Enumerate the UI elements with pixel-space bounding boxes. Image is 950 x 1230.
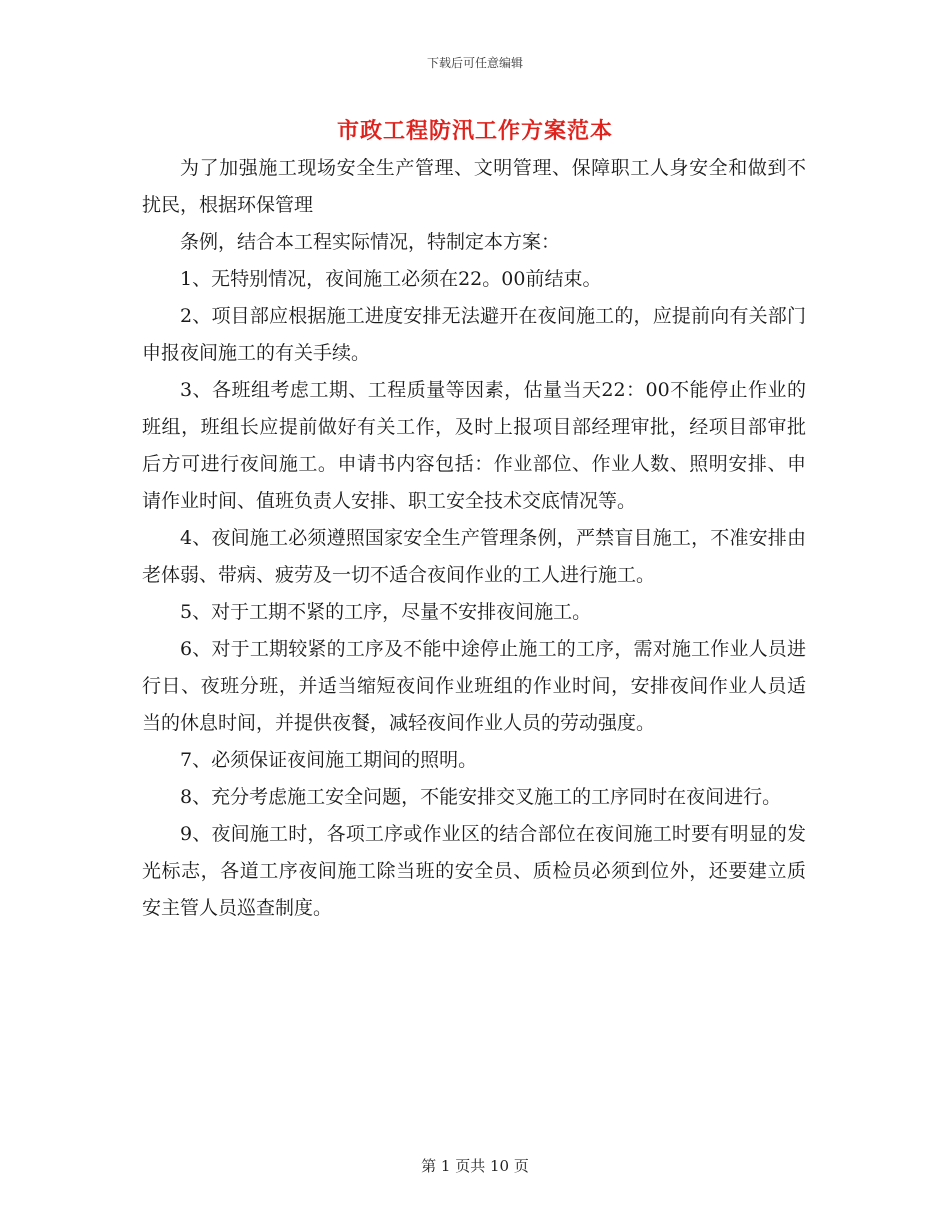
paragraph-item-3: 3、各班组考虑工期、工程质量等因素，估量当天22：00不能停止作业的班组，班组长应提前做好有关工作，及时上报项目部经理审批，经项目部审批后方可进行夜间施工。申请书内容包括：作业部位、作业人数、照明安排、申请作业时间、值班负责人安排、职工安全技术交底情况等。 [142, 379, 806, 512]
paragraph-item-2: 2、项目部应根据施工进度安排无法避开在夜间施工的，应提前向有关部门申报夜间施工的有关手续。 [142, 305, 806, 364]
paragraph-item-9: 9、夜间施工时，各项工序或作业区的结合部位在夜间施工时要有明显的发光标志，各道工序夜间施工除当班的安全员、质检员必须到位外，还要建立质安主管人员巡查制度。 [142, 823, 806, 919]
paragraph-item-1: 1、无特别情况，夜间施工必须在22。00前结束。 [180, 268, 602, 290]
paragraph-item-7: 7、必须保证夜间施工期间的照明。 [180, 749, 478, 771]
document-title: 市政工程防汛工作方案范本 [336, 118, 613, 144]
paragraph-item-4: 4、夜间施工必须遵照国家安全生产管理条例，严禁盲目施工，不准安排由老体弱、带病、疲劳及一切不适合夜间作业的工人进行施工。 [142, 527, 806, 586]
page-header-note: 下载后可任意编辑 [426, 56, 523, 70]
page-footer-indicator: 第 1 页共 10 页 [421, 1157, 529, 1175]
paragraph-item-5: 5、对于工期不紧的工序，尽量不安排夜间施工。 [180, 601, 592, 623]
document-body [142, 150, 806, 927]
paragraph-intro-continued: 条例，结合本工程实际情况，特制定本方案： [180, 231, 561, 253]
paragraph-item-8: 8、充分考虑施工安全问题，不能安排交叉施工的工序同时在夜间进行。 [180, 786, 782, 808]
paragraph-item-6: 6、对于工期较紧的工序及不能中途停止施工的工序，需对施工作业人员进行日、夜班分班，并适当缩短夜间作业班组的作业时间，安排夜间作业人员适当的休息时间，并提供夜餐，减轻夜间作业人员的劳动强度。 [142, 638, 806, 734]
paragraph-intro: 为了加强施工现场安全生产管理、文明管理、保障职工人身安全和做到不扰民，根据环保管理 [142, 157, 806, 216]
